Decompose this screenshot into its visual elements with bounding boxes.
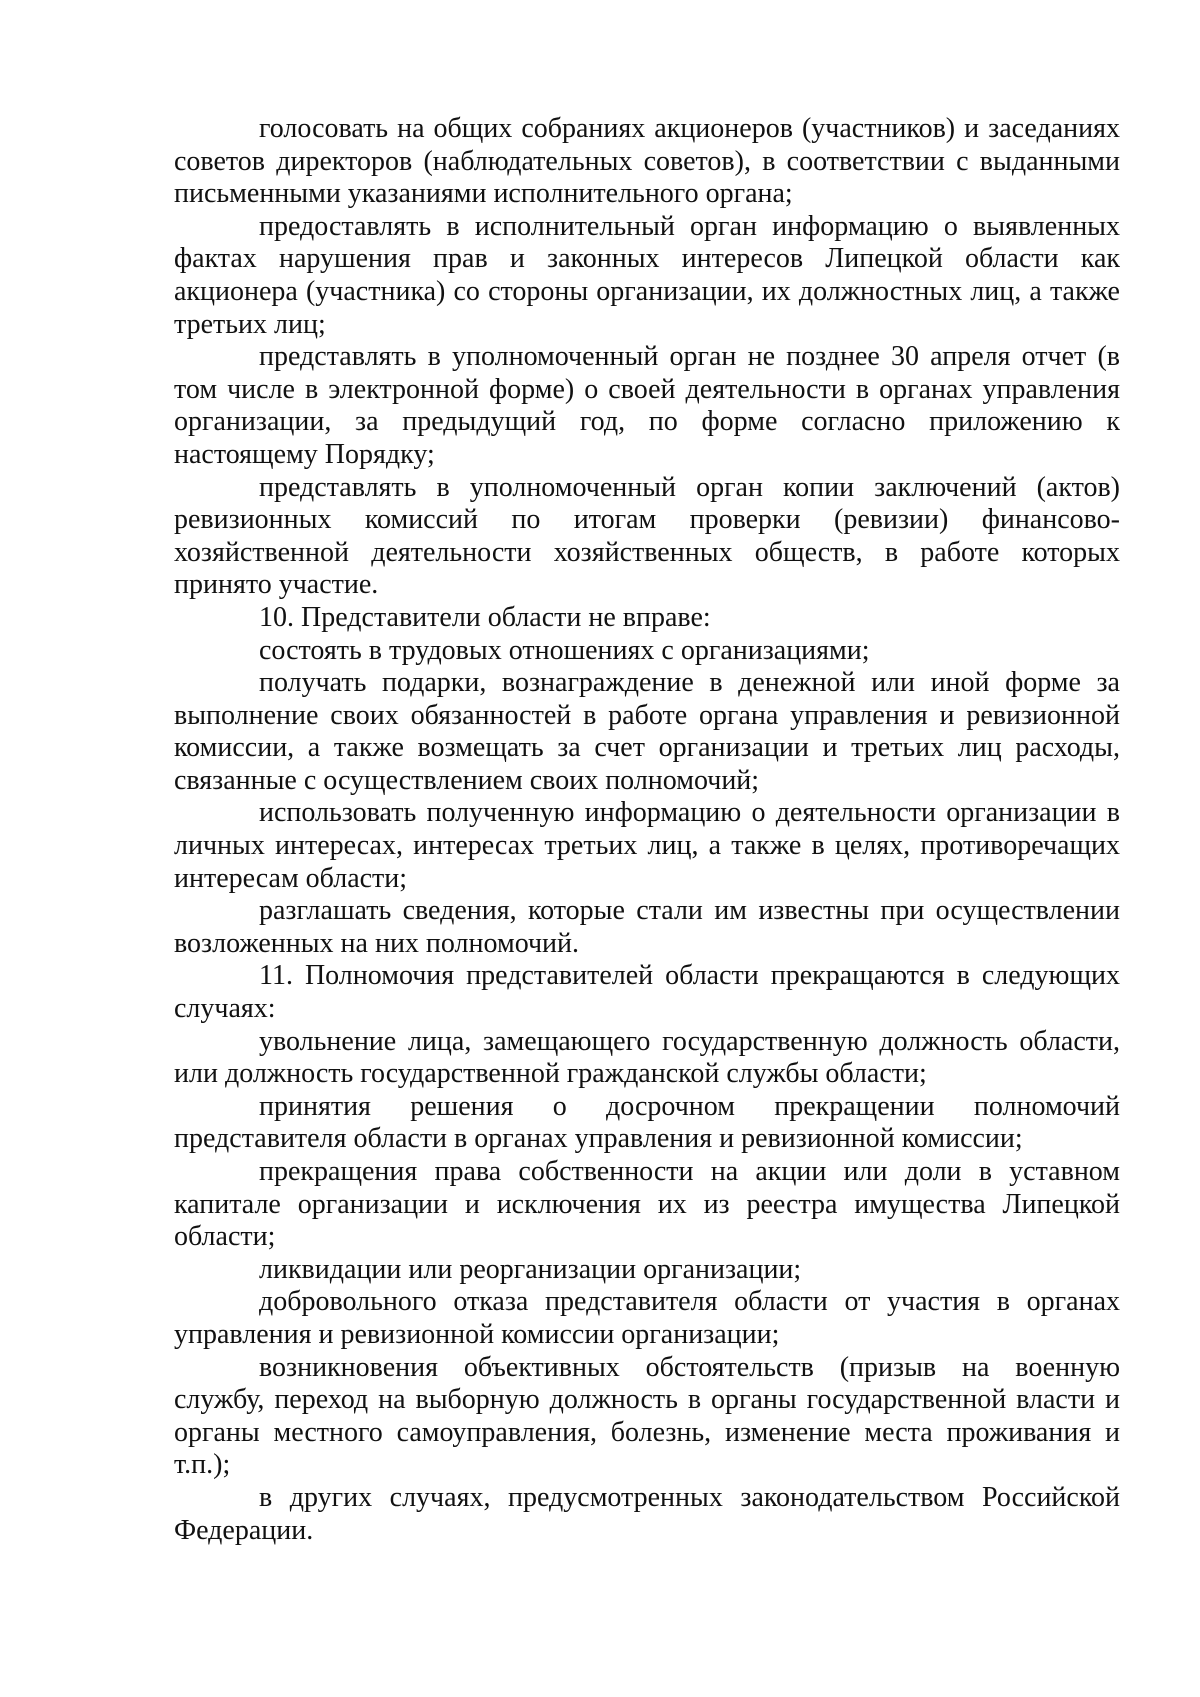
paragraph-no-disclosure: разглашать сведения, которые стали им известны при осуществлении возложенных на них полномочий. bbox=[174, 895, 1120, 959]
section-11-heading: 11. Полномочия представителей области прекращаются в следующих случаях: bbox=[174, 960, 1120, 1025]
section-10-heading: 10. Представители области не вправе: bbox=[259, 601, 711, 633]
paragraph-audit-copies: представлять в уполномоченный орган копии заключений (актов) ревизионных комиссий по итогам проверки (ревизии) финансово-хозяйственной деятельности хозяйственных обществ, в работе которых принято участие. bbox=[174, 471, 1120, 601]
paragraph-objective-circumstances: возникновения объективных обстоятельств (призыв на военную службу, переход на выборную должность в органы государственной власти и органы местного самоуправления, болезнь, изменение места проживания и т.п.); bbox=[174, 1351, 1120, 1481]
paragraph-voluntary-refusal: добровольного отказа представителя области от участия в органах управления и ревизионной комиссии организации; bbox=[174, 1286, 1120, 1350]
paragraph-no-info-misuse: использовать полученную информацию о деятельности организации в личных интересах, интересах третьих лиц, а также в целях, противоречащих интересам области; bbox=[174, 797, 1120, 894]
paragraph-vote-instructions: голосовать на общих собраниях акционеров (участников) и заседаниях советов директоров (наблюдательных советов), в соответствии с выданными письменными указаниями исполнительного органа; bbox=[174, 113, 1120, 210]
paragraph-annual-report: представлять в уполномоченный орган не позднее 30 апреля отчет (в том числе в электронной форме) о своей деятельности в органах управления организации, за предыдущий год, по форме согласно приложению к настоящему Порядку; bbox=[174, 341, 1120, 470]
paragraph-no-gifts: получать подарки, вознаграждение в денежной или иной форме за выполнение своих обязанностей в работе органа управления и ревизионной комиссии, а также возмещать за счет организации и третьих лиц расходы, связанные с осуществлением своих полномочий; bbox=[174, 667, 1120, 796]
document-body bbox=[174, 113, 1120, 1547]
paragraph-report-violations: предоставлять в исполнительный орган информацию о выявленных фактах нарушения прав и законных интересов Липецкой области как акционера (участника) со стороны организации, их должностных лиц, а также третьих лиц; bbox=[174, 210, 1120, 340]
paragraph-early-termination: принятия решения о досрочном прекращении полномочий представителя области в органах управления и ревизионной комиссии; bbox=[174, 1090, 1120, 1155]
paragraph-no-employment: состоять в трудовых отношениях с организациями; bbox=[259, 634, 870, 666]
paragraph-liquidation: ликвидации или реорганизации организации; bbox=[259, 1253, 802, 1285]
paragraph-other-cases: в других случаях, предусмотренных законодательством Российской Федерации. bbox=[174, 1481, 1120, 1546]
paragraph-ownership-end: прекращения права собственности на акции или доли в уставном капитале организации и исключения их из реестра имущества Липецкой области; bbox=[174, 1156, 1120, 1253]
paragraph-dismissal: увольнение лица, замещающего государственную должность области, или должность государственной гражданской службы области; bbox=[174, 1025, 1120, 1090]
